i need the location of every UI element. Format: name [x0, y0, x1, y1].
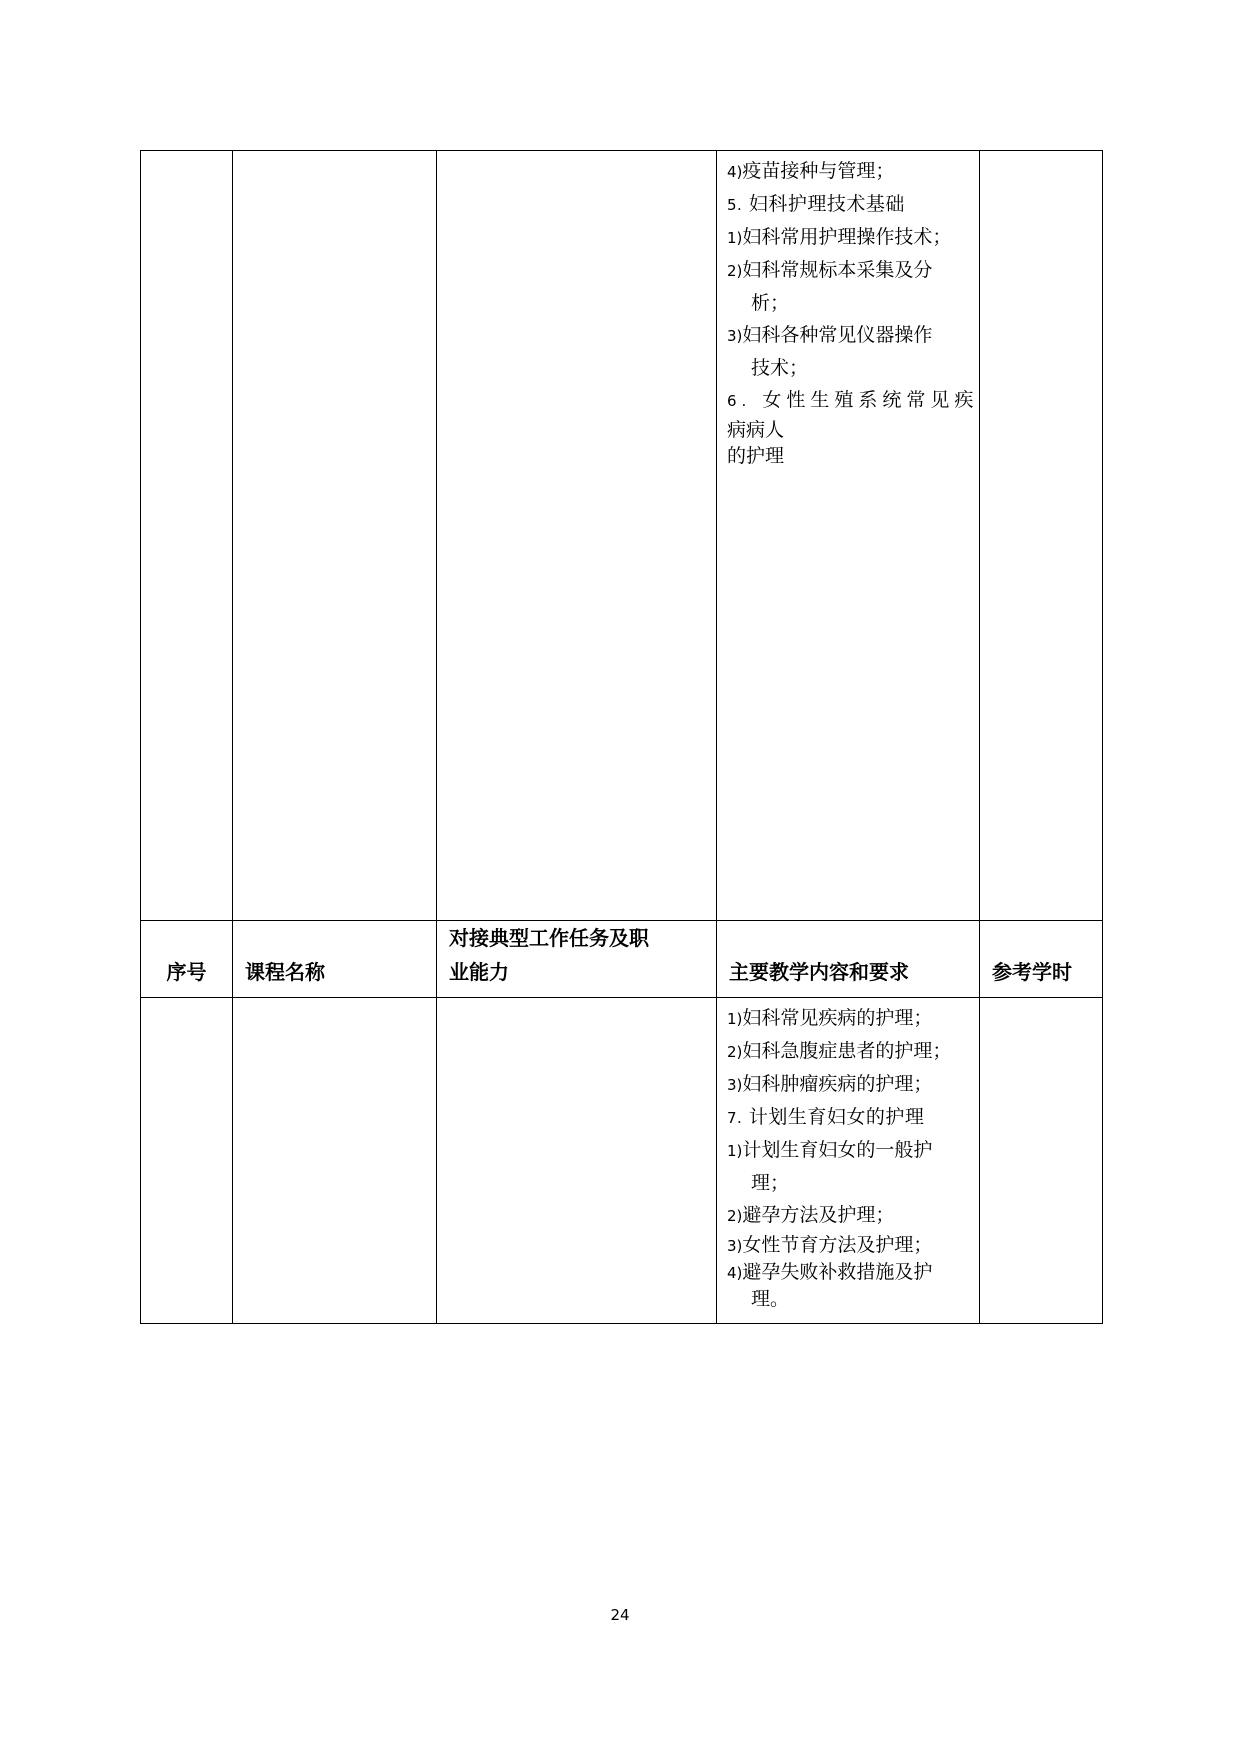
- cell-course-name-top: [233, 151, 437, 921]
- content-line: 2)避孕方法及护理；: [727, 1204, 895, 1226]
- cell-tasks-top: [437, 151, 717, 921]
- content-line: 2)妇科常规标本采集及分: [727, 259, 933, 281]
- content-line: 2)妇科急腹症患者的护理；: [727, 1040, 952, 1062]
- content-line-continued: 理。: [751, 1288, 790, 1310]
- cell-content-bottom: [717, 998, 980, 1324]
- content-section-heading: 7. 计划生育妇女的护理: [727, 1106, 925, 1128]
- cell-hours-top: [980, 151, 1103, 921]
- header-tasks: [437, 921, 717, 998]
- header-content: 主要教学内容和要求: [717, 921, 980, 998]
- cell-content-top: [717, 151, 980, 921]
- content-line-continued: 析；: [751, 292, 790, 314]
- cell-tasks-bottom: [437, 998, 717, 1324]
- content-line-continued: 的护理: [727, 445, 785, 467]
- cell-index-top: [141, 151, 233, 921]
- content-line: 3)妇科肿瘤疾病的护理；: [727, 1073, 933, 1095]
- page-number: 24: [610, 1606, 630, 1624]
- content-line: 3)妇科各种常见仪器操作: [727, 324, 933, 346]
- content-line: 1)妇科常见疾病的护理；: [727, 1007, 933, 1029]
- cell-hours-bottom: [980, 998, 1103, 1324]
- content-line: 4)避孕失败补救措施及护: [727, 1261, 933, 1283]
- header-tasks-line2: 业能力: [449, 960, 509, 984]
- content-line-continued: 病病人: [727, 419, 785, 441]
- content-line: 1)妇科常用护理操作技术；: [727, 226, 952, 248]
- curriculum-table: [140, 150, 1103, 1324]
- content-line-continued: 技术；: [751, 357, 809, 379]
- content-section-heading: 6. 女性生殖系统常见疾: [727, 389, 979, 411]
- table-header-row: [141, 921, 1103, 998]
- content-line: 3)女性节育方法及护理；: [727, 1234, 933, 1256]
- content-line: 4)疫苗接种与管理；: [727, 160, 895, 182]
- content-section-heading: 5. 妇科护理技术基础: [727, 193, 905, 215]
- content-line: 1)计划生育妇女的一般护: [727, 1139, 933, 1161]
- table-row-continued: [141, 151, 1103, 921]
- header-index: 序号: [141, 921, 233, 998]
- header-hours: 参考学时: [980, 921, 1103, 998]
- cell-course-name-bottom: [233, 998, 437, 1324]
- cell-index-bottom: [141, 998, 233, 1324]
- table-row: [141, 998, 1103, 1324]
- header-tasks-line1: 对接典型工作任务及职: [449, 926, 649, 950]
- content-line-continued: 理；: [751, 1172, 790, 1194]
- header-course-name: 课程名称: [233, 921, 437, 998]
